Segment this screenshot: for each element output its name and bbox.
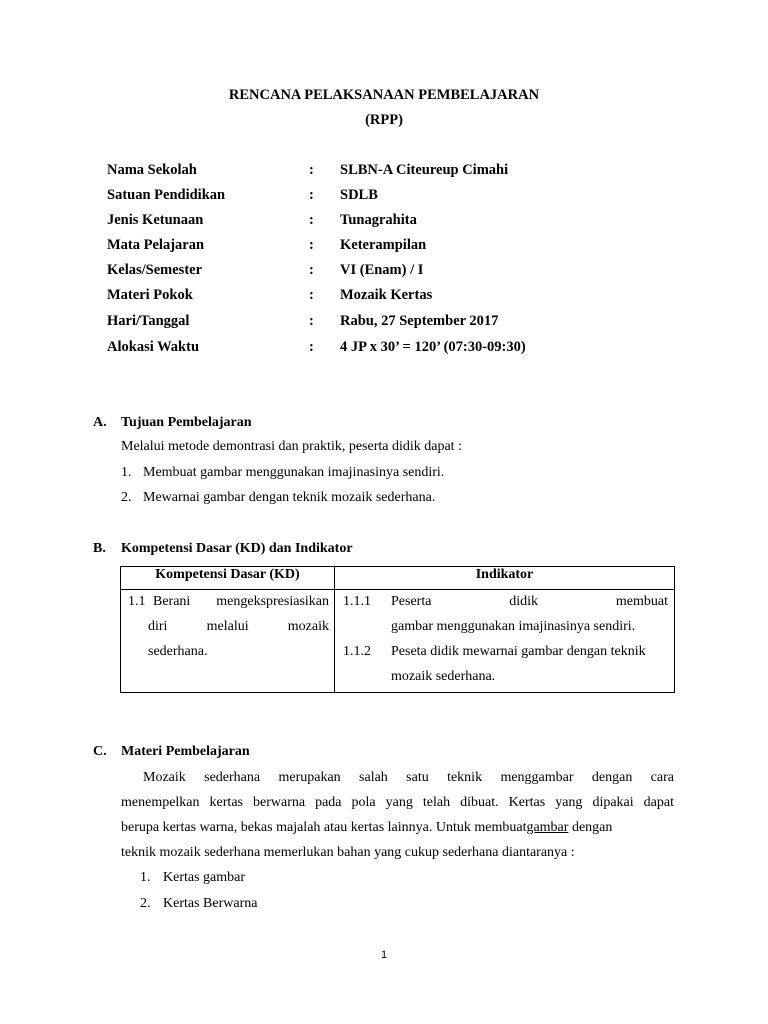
- kd-text-line: Berani mengekspresiasikan: [153, 594, 329, 609]
- info-value: Tunagrahita: [340, 212, 417, 228]
- info-row-school: [107, 162, 667, 187]
- kd-text-line: diri melalui mozaik: [148, 619, 329, 634]
- indicator-text-line: Peserta didik membuat: [391, 594, 668, 609]
- section-b-title: Kompetensi Dasar (KD) dan Indikator: [121, 541, 353, 556]
- info-label: Materi Pokok: [107, 287, 193, 303]
- section-a-item-text: Mewarnai gambar dengan teknik mozaik sederhana.: [143, 490, 436, 505]
- table-border-bottom: [120, 692, 675, 693]
- paragraph-line: Mozaik sederhana merupakan salah satu teknik menggambar dengan cara: [143, 770, 674, 785]
- indicator-number: 1.1.2: [343, 644, 371, 659]
- section-c-item-num: 1.: [140, 870, 151, 885]
- kd-number: 1.1: [128, 594, 146, 609]
- paragraph-line: [121, 820, 612, 836]
- section-a-item-text: Membuat gambar menggunakan imajinasinya sendiri.: [143, 465, 445, 480]
- info-colon: :: [309, 187, 314, 203]
- table-header-indicator: Indikator: [475, 567, 534, 582]
- table-border-right: [674, 566, 675, 693]
- info-label: Nama Sekolah: [107, 162, 197, 178]
- section-c-item-text: Kertas Berwarna: [163, 896, 258, 911]
- section-c-item-text: Kertas gambar: [163, 870, 246, 885]
- table-border-left: [120, 566, 121, 693]
- info-row-time: [107, 339, 667, 364]
- paragraph-line: teknik mozaik sederhana memerlukan bahan yang cukup sederhana diantaranya :: [121, 845, 575, 860]
- info-colon: :: [309, 313, 314, 329]
- info-row-subject: [107, 237, 667, 262]
- info-colon: :: [309, 162, 314, 178]
- table-header-kd: Kompetensi Dasar (KD): [155, 567, 300, 582]
- info-colon: :: [309, 339, 314, 355]
- section-a-item-num: 2.: [121, 490, 132, 505]
- info-row-disability: [107, 212, 667, 237]
- info-value: Mozaik Kertas: [340, 287, 433, 303]
- info-value: SDLB: [340, 187, 378, 203]
- info-value: VI (Enam) / I: [340, 262, 424, 278]
- indicator-text-line: mozaik sederhana.: [391, 669, 496, 684]
- info-colon: :: [309, 212, 314, 228]
- underlined-word: gambar: [526, 820, 569, 835]
- table-column-divider: [334, 566, 335, 693]
- info-row-class: [107, 262, 667, 287]
- section-a-intro: Melalui metode demontrasi dan praktik, peserta didik dapat :: [121, 439, 462, 454]
- document-title: RENCANA PELAKSANAAN PEMBELAJARAN: [228, 87, 540, 103]
- table-header-divider: [120, 589, 675, 590]
- page-number: 1: [380, 949, 388, 961]
- section-a-item-num: 1.: [121, 465, 132, 480]
- paragraph-line: menempelkan kertas berwarna pada pola yang telah dibuat. Kertas yang dipakai dapat: [121, 795, 674, 810]
- section-c-title: Materi Pembelajaran: [121, 744, 250, 759]
- info-row-topic: [107, 287, 667, 312]
- section-b-letter: B.: [93, 541, 106, 556]
- document-subtitle: (RPP): [365, 112, 403, 128]
- indicator-text-line: Peseta didik mewarnai gambar dengan teknik: [391, 644, 646, 659]
- info-value: SLBN-A Citeureup Cimahi: [340, 162, 509, 178]
- info-row-date: [107, 313, 667, 338]
- info-label: Mata Pelajaran: [107, 237, 205, 253]
- indicator-number: 1.1.1: [343, 594, 371, 609]
- paragraph-text: dengan: [568, 820, 613, 835]
- info-value: Rabu, 27 September 2017: [340, 313, 499, 329]
- info-value: Keterampilan: [340, 237, 427, 253]
- info-label: Hari/Tanggal: [107, 313, 190, 329]
- info-row-unit: [107, 187, 667, 212]
- section-a-letter: A.: [93, 415, 107, 430]
- info-colon: :: [309, 287, 314, 303]
- section-a-title: Tujuan Pembelajaran: [121, 415, 252, 430]
- section-c-letter: C.: [93, 744, 107, 759]
- section-c-item-num: 2.: [140, 896, 151, 911]
- info-label: Satuan Pendidikan: [107, 187, 226, 203]
- paragraph-text: berupa kertas warna, bekas majalah atau kertas lainnya. Untuk membuat: [121, 820, 527, 835]
- info-colon: :: [309, 237, 314, 253]
- indicator-text-line: gambar menggunakan imajinasinya sendiri.: [391, 619, 636, 634]
- info-label: Alokasi Waktu: [107, 339, 200, 355]
- info-colon: :: [309, 262, 314, 278]
- info-value: 4 JP x 30’ = 120’ (07:30-09:30): [340, 339, 526, 355]
- kd-text-line: sederhana.: [148, 644, 208, 659]
- info-label: Jenis Ketunaan: [107, 212, 204, 228]
- info-label: Kelas/Semester: [107, 262, 203, 278]
